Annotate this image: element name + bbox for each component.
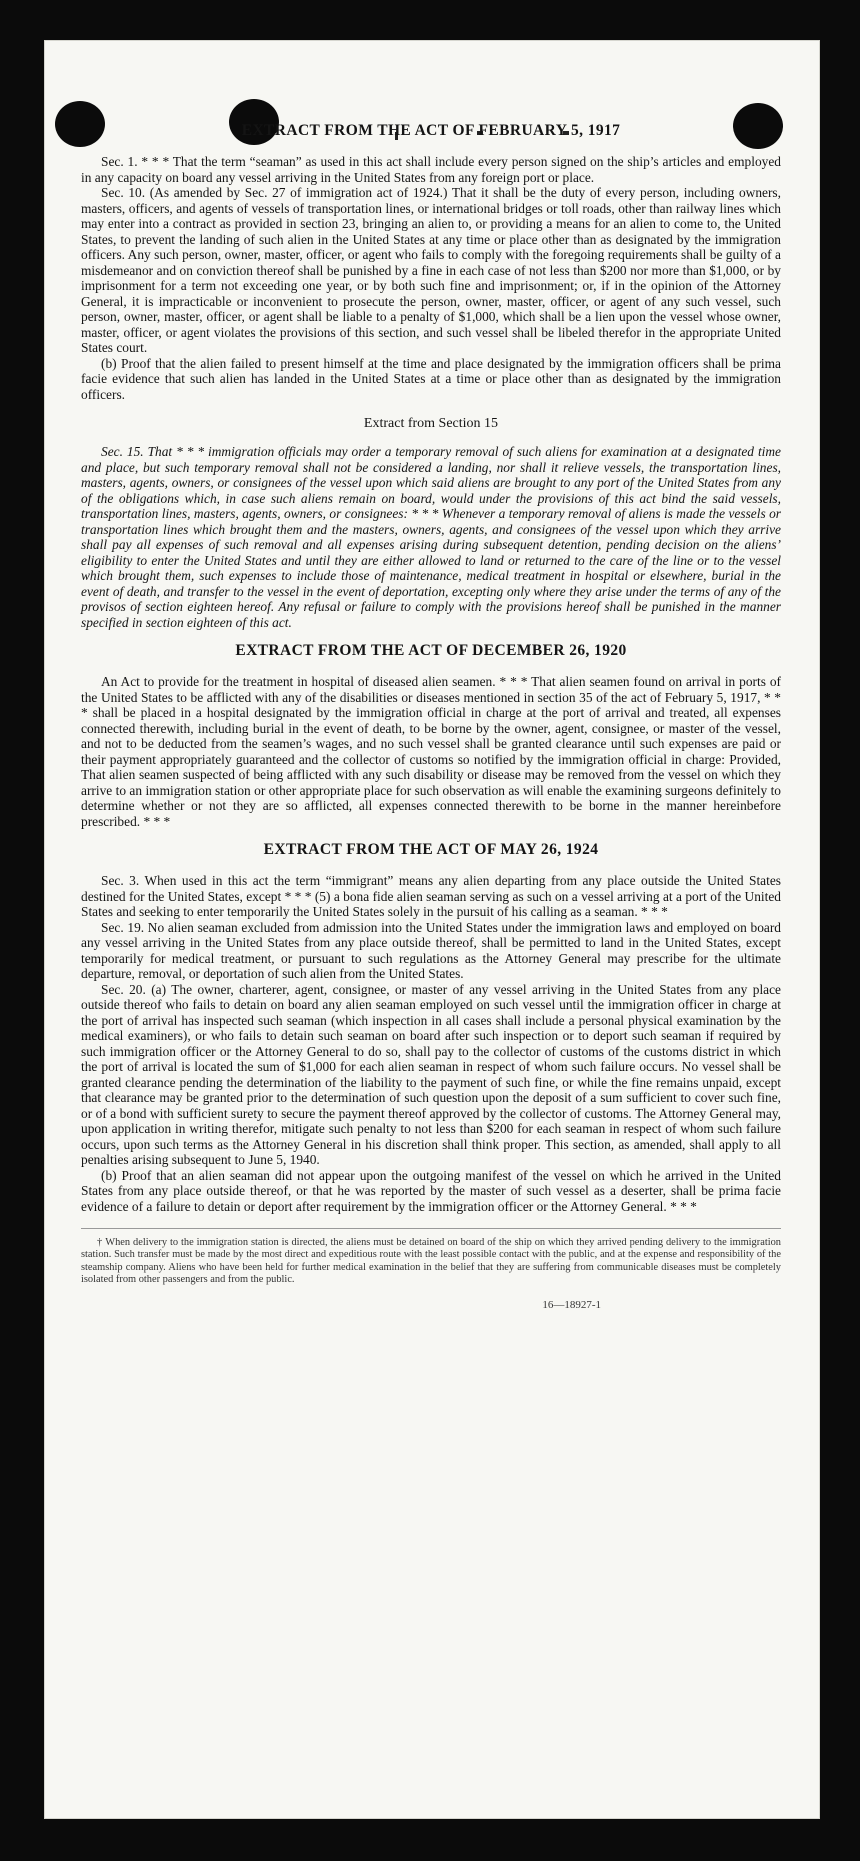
paragraph: Sec. 19. No alien seaman excluded from admission into the United States under the immigration laws and employed on board any vessel arriving in the United States from any place outside thereof, shall be permitted to land in the United States, except temporarily for medical treatment, or pursuant to such regulations as the Attorney General may prescribe for the ultimate departure, removal, or deportation of such alien from the United States. bbox=[81, 919, 781, 981]
section-heading: EXTRACT FROM THE ACT OF MAY 26, 1924 bbox=[263, 841, 599, 858]
paragraph: Sec. 15. That * * * immigration officials may order a temporary removal of such aliens for examination at a designated time and place, but such temporary removal shall not be considered a landing, nor shall it relieve vessels, the transportation lines, masters, agents, owners, or consignees of the vessel upon which said aliens are brought to any port of the United States from any of the obligations which, in case such aliens remain on board, would under the provisions of this act bind the said vessels, transportation lines, masters, agents, owners, or consignees: * * * Whenever a temporary removal of aliens is made the vessels or transportation lines which brought them and the masters, owners, agents, and consignees of the vessel upon which they arrive shall pay all expenses of such removal and all expenses arising during subsequent detention, pending decision on the aliens’ eligibility to enter the United States and until they are either allowed to land or returned to the care of the line or to the vessel which brought them, such expenses to include those of maintenance, medical treatment in hospital or elsewhere, burial in the event of death, and transfer to the vessel in the event of deportation, excepting only where they arise under the terms of any of the provisos of section eighteen hereof. Any refusal or failure to comply with the provisions hereof shall be punished in the manner specified in section eighteen of this act. bbox=[81, 444, 781, 630]
document-page bbox=[44, 40, 820, 1819]
paragraph: Sec. 10. (As amended by Sec. 27 of immigration act of 1924.) That it shall be the duty of every person, including owners, masters, officers, and agents of vessels of transportation lines, or international bridges or toll roads, other than railway lines which may enter into a contract as provided in section 23, bringing an alien to, or providing a means for an alien to come to, the United States, to prevent the landing of such alien in the United States at any time or place other than as designated by the immigration officers. Any such person, owner, master, officer, or agent who fails to comply with the foregoing requirements shall be guilty of a misdemeanor and on conviction thereof shall be punished by a fine in each case of not less than $200 nor more than $1,000, or by imprisonment for a term not exceeding one year, or by both such fine and imprisonment; or, if in the opinion of the Attorney General, it is impracticable or inconvenient to prosecute the person, owner, master, officer, or agent of any such vessel, such person, owner, master, officer, or agent shall be liable to a penalty of $1,000, which shall be a lien upon the vessel whose owner, master, officer, or agent violates the provisions of this section, and such vessel shall be libeled therefor in the appropriate United States court. bbox=[81, 185, 781, 355]
paragraph: Sec. 1. * * * That the term “seaman” as used in this act shall include every person signed on the ship’s articles and employed in any capacity on board any vessel arriving in the United States from any foreign port or place. bbox=[81, 154, 781, 185]
paragraph: Sec. 20. (a) The owner, charterer, agent, consignee, or master of any vessel arriving in the United States from any place outside thereof who fails to detain on board any alien seaman employed on such vessel until the immigration officer in charge at the port of arrival has inspected such seaman (which inspection in all cases shall include a personal physical examination by the medical examiners), or who fails to detain such seaman on board after such inspection or to deport such seaman if required by such immigration officer or the Attorney General to do so, shall pay to the collector of customs of the customs district in which the port of arrival is located the sum of $1,000 for each alien seaman in respect of whom such failure occurs. No vessel shall be granted clearance pending the determination of the liability to the payment of such fine, or while the fine remains unpaid, except that clearance may be granted prior to the determination of such question upon the deposit of a sum sufficient to cover such fine, or of a bond with sufficient surety to secure the payment thereof approved by the collector of customs. The Attorney General may, upon application in writing therefor, mitigate such penalty to not less than $200 for each seaman in respect of whom such failure occurs, upon such terms as the Attorney General in his discretion shall think proper. This section, as amended, shall apply to all penalties arising subsequent to June 5, 1940. bbox=[81, 981, 781, 1167]
footnote: † When delivery to the immigration station is directed, the aliens must be detained on board of the ship on which they arrived pending delivery to the immigration station. Such transfer must be made by the most direct and expeditious route with the least possible contact with the public, and at the expense and responsibility of the steamship company. Aliens who have been held for further medical examination in the belief that they are suffering from communicable diseases must be completely isolated from other passengers and from the public. bbox=[81, 1228, 781, 1287]
paragraph: An Act to provide for the treatment in hospital of diseased alien seamen. * * * That alien seamen found on arrival in ports of the United States to be afflicted with any of the disabilities or diseases mentioned in section 35 of the act of February 5, 1917, * * * shall be placed in a hospital designated by the immigration official in charge at the port of arrival and treated, all expenses connected therewith, including burial in the event of death, to be borne by the owner, agent, consignee, or master of the vessel, and not to be deducted from the seamen’s wages, and no such vessel shall be granted clearance until such expenses are paid or their payment appropriately guaranteed and the collector of customs so notified by the immigration official in charge: Provided, That alien seamen suspected of being afflicted with any such disability or disease may be removed from the vessel on which they arrive to an immigration station or other appropriate place for such observation as will enable the examining surgeons definitely to determine whether or not they are so afflicted, all expenses connected therewith to be borne in the manner hereinbefore prescribed. * * * bbox=[81, 674, 781, 829]
paragraph: Sec. 3. When used in this act the term “immigrant” means any alien departing from any place outside the United States destined for the United States, except * * * (5) a bona fide alien seaman serving as such on a vessel arriving at a port of the United States and seeking to enter temporarily the United States solely in the pursuit of his calling as a seaman. * * * bbox=[81, 873, 781, 919]
paragraph: (b) Proof that the alien failed to present himself at the time and place designated by the immigration officers shall be prima facie evidence that such alien has landed in the United States at a time or place other than as designated by the immigration officers. bbox=[81, 355, 781, 402]
section-heading: EXTRACT FROM THE ACT OF DECEMBER 26, 1920 bbox=[235, 642, 627, 659]
form-number: 16—18927-1 bbox=[542, 1298, 601, 1311]
document-body bbox=[81, 122, 781, 1311]
paragraph: (b) Proof that an alien seaman did not appear upon the outgoing manifest of the vessel on which he arrived in the United States from any place outside thereof, or that he was reported by the master of such vessel as a deserter, shall be prima facie evidence of a failure to detain or deport after requirement by the immigration officer or the Attorney General. * * * bbox=[81, 1167, 781, 1214]
section-subheading: Extract from Section 15 bbox=[363, 416, 499, 431]
section-heading: EXTRACT FROM THE ACT OF FEBRUARY 5, 1917 bbox=[241, 122, 621, 139]
